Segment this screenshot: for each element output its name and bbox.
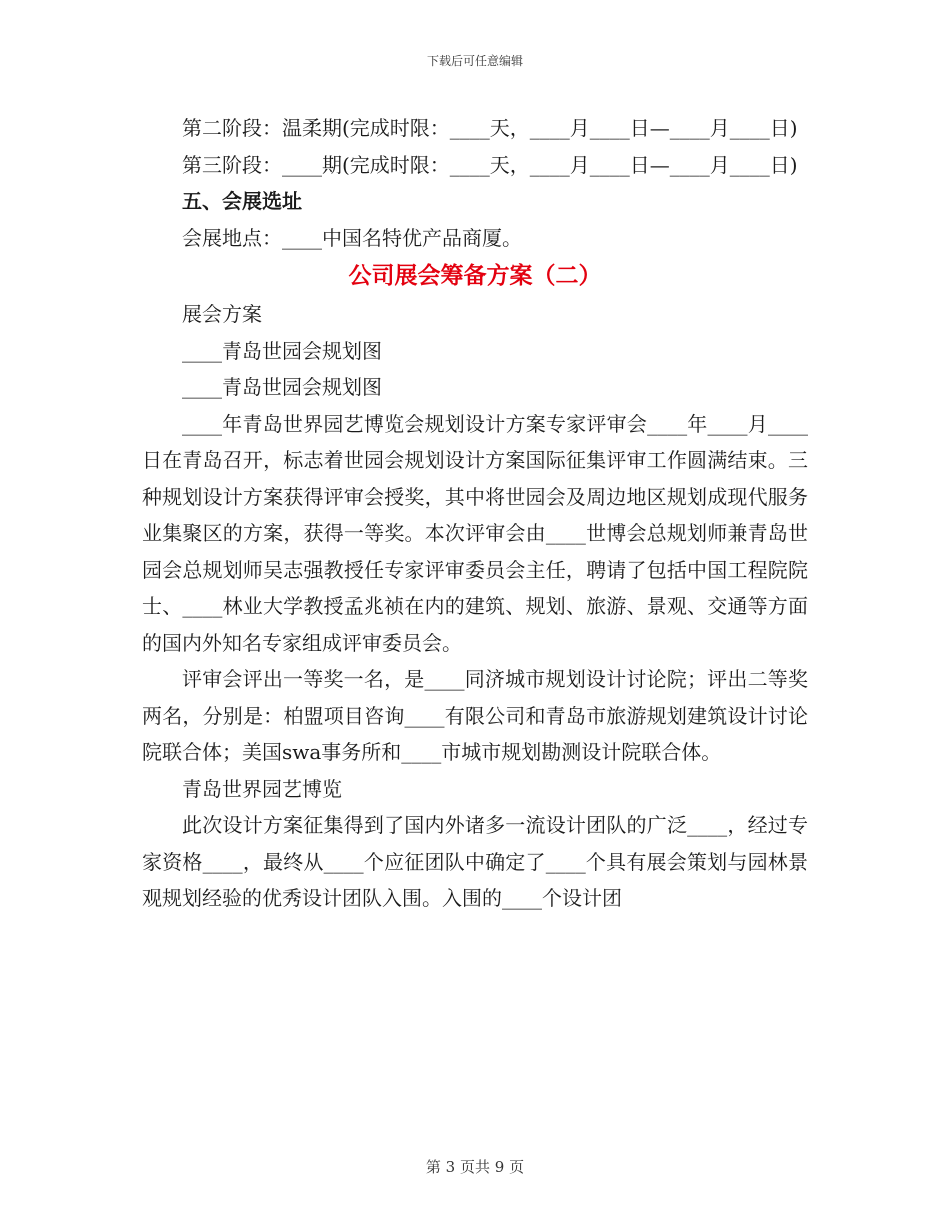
section-five-heading: 五、会展选址 — [182, 189, 302, 213]
plan-map-line-1: ____青岛世园会规划图 — [182, 338, 382, 363]
document-body — [142, 110, 808, 917]
venue-paragraph: 会展地点：____中国名特优产品商厦。 — [182, 225, 522, 250]
collection-paragraph: 此次设计方案征集得到了国内外诸多一流设计团队的广泛____，经过专家资格____，最终从____个应征团队中确定了____个具有展会策划与园林景观规划经验的优秀设计团队入围。入围的____个设计团 — [142, 813, 808, 910]
awards-paragraph: 评审会评出一等奖一名，是____同济城市规划设计讨论院；评出二等奖两名，分别是：柏盟项目咨询____有限公司和青岛市旅游规划建筑设计讨论院联合体；美国swa事务所和____市城市规划勘测设计院联合体。 — [142, 667, 808, 764]
page-footer: 第 3 页共 9 页 — [425, 1158, 525, 1176]
document-title: 公司展会筹备方案（二） — [348, 262, 602, 289]
stage-three-paragraph: 第三阶段：____期(完成时限：____天，____月____日—____月____日) — [182, 152, 798, 177]
expo-label: 青岛世界园艺博览 — [182, 776, 342, 801]
stage-two-paragraph: 第二阶段：温柔期(完成时限：____天，____月____日—____月____日) — [182, 116, 798, 140]
plan-map-line-2: ____青岛世园会规划图 — [182, 375, 382, 399]
page-header: 下载后可任意编辑 — [426, 54, 523, 68]
review-paragraph: ____年青岛世界园艺博览会规划设计方案专家评审会____年____月____日在青岛召开，标志着世园会规划设计方案国际征集评审工作圆满结束。三种规划设计方案获得评审会授奖，其中将世园会及周边地区规划成现代服务业集聚区的方案，获得一等奖。本次评审会由____世博会总规划师兼青岛世园会总规划师吴志强教授任专家评审委员会主任，聘请了包括中国工程院院士、____林业大学教授孟兆祯在内的建筑、规划、旅游、景观、交通等方面的国内外知名专家组成评审委员会。 — [142, 411, 808, 655]
plan-label: 展会方案 — [182, 302, 262, 326]
